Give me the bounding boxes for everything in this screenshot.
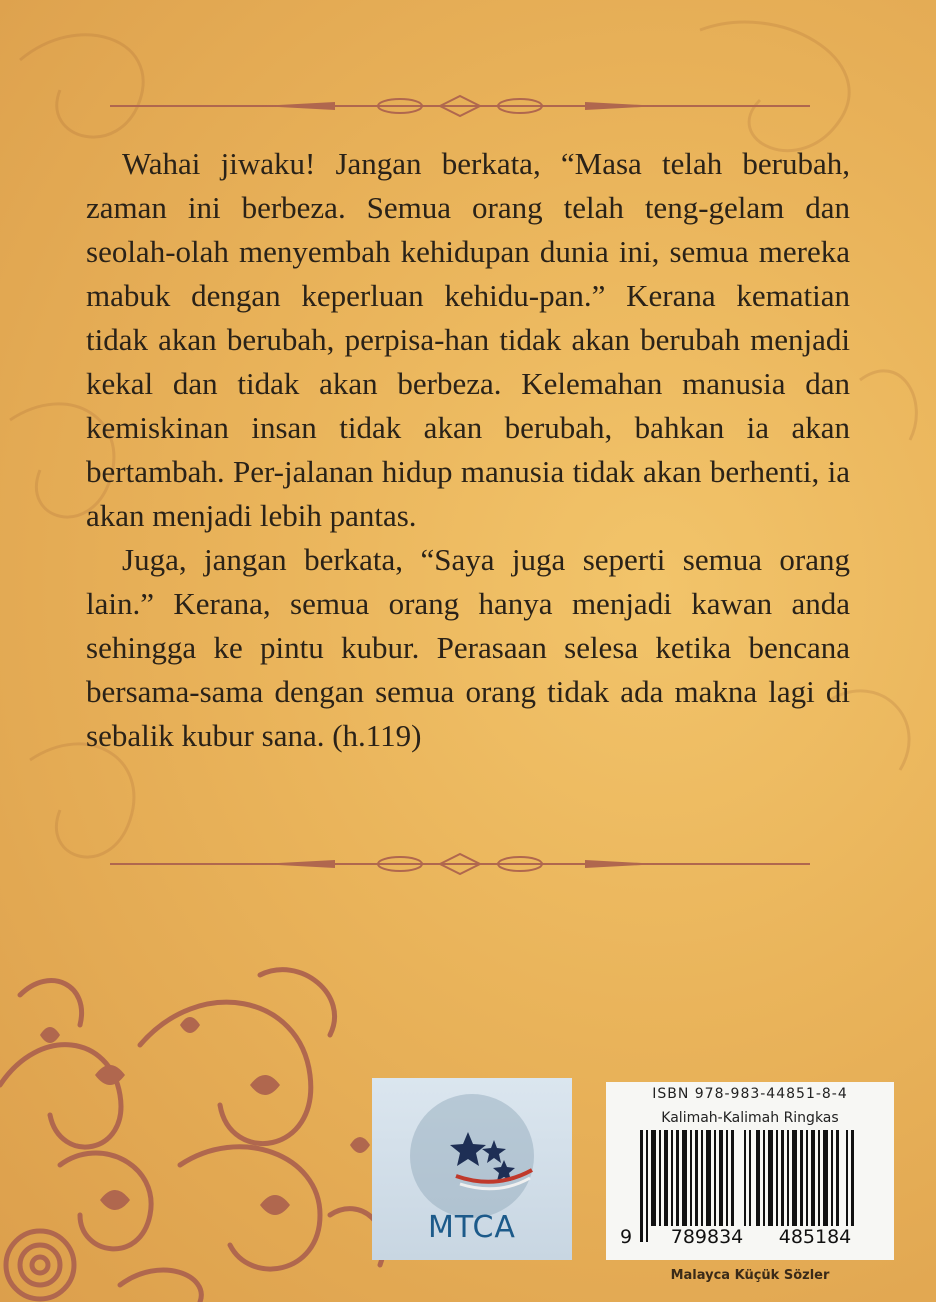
barcode-digits-left: 789834 bbox=[660, 1226, 754, 1248]
paragraph-2: Juga, jangan berkata, “Saya juga seperti semua orang lain.” Kerana, semua orang hanya menjadi kawan anda sehingga ke pintu kubur. Perasaan selesa ketika bencana bersama-sama dengan semua orang tidak ada makna lagi di sebalik kubur sana. (h.119) bbox=[86, 542, 850, 753]
arabesque-ornament-icon bbox=[0, 965, 400, 1302]
publisher-logo-text: MTCA bbox=[428, 1210, 516, 1245]
barcode-digit-prefix: 9 bbox=[620, 1226, 633, 1248]
quote-text bbox=[86, 142, 850, 758]
isbn-number: ISBN 978-983-44851-8-4 bbox=[652, 1086, 848, 1102]
ornamental-divider-icon bbox=[110, 852, 810, 876]
barcode-digits-right: 485184 bbox=[768, 1226, 862, 1248]
ornamental-divider-icon bbox=[110, 94, 810, 118]
publisher-logo bbox=[372, 1078, 572, 1260]
series-label: Malayca Küçük Sözler bbox=[670, 1268, 830, 1283]
paragraph-1: Wahai jiwaku! Jangan berkata, “Masa telah berubah, zaman ini berbeza. Semua orang telah teng-gelam dan seolah-olah menyembah kehidupan dunia ini, semua mereka mabuk dengan keperluan kehidu-pan.” Kerana kematian tidak akan berubah, perpisa-han tidak akan berubah menjadi kekal dan tidak akan berbeza. Kelemahan manusia dan kemiskinan insan tidak akan berubah, bahkan ia akan bertambah. Per-jalanan hidup manusia tidak akan berhenti, ia akan menjadi lebih pantas. bbox=[86, 146, 850, 533]
book-title: Kalimah-Kalimah Ringkas bbox=[661, 1110, 839, 1126]
